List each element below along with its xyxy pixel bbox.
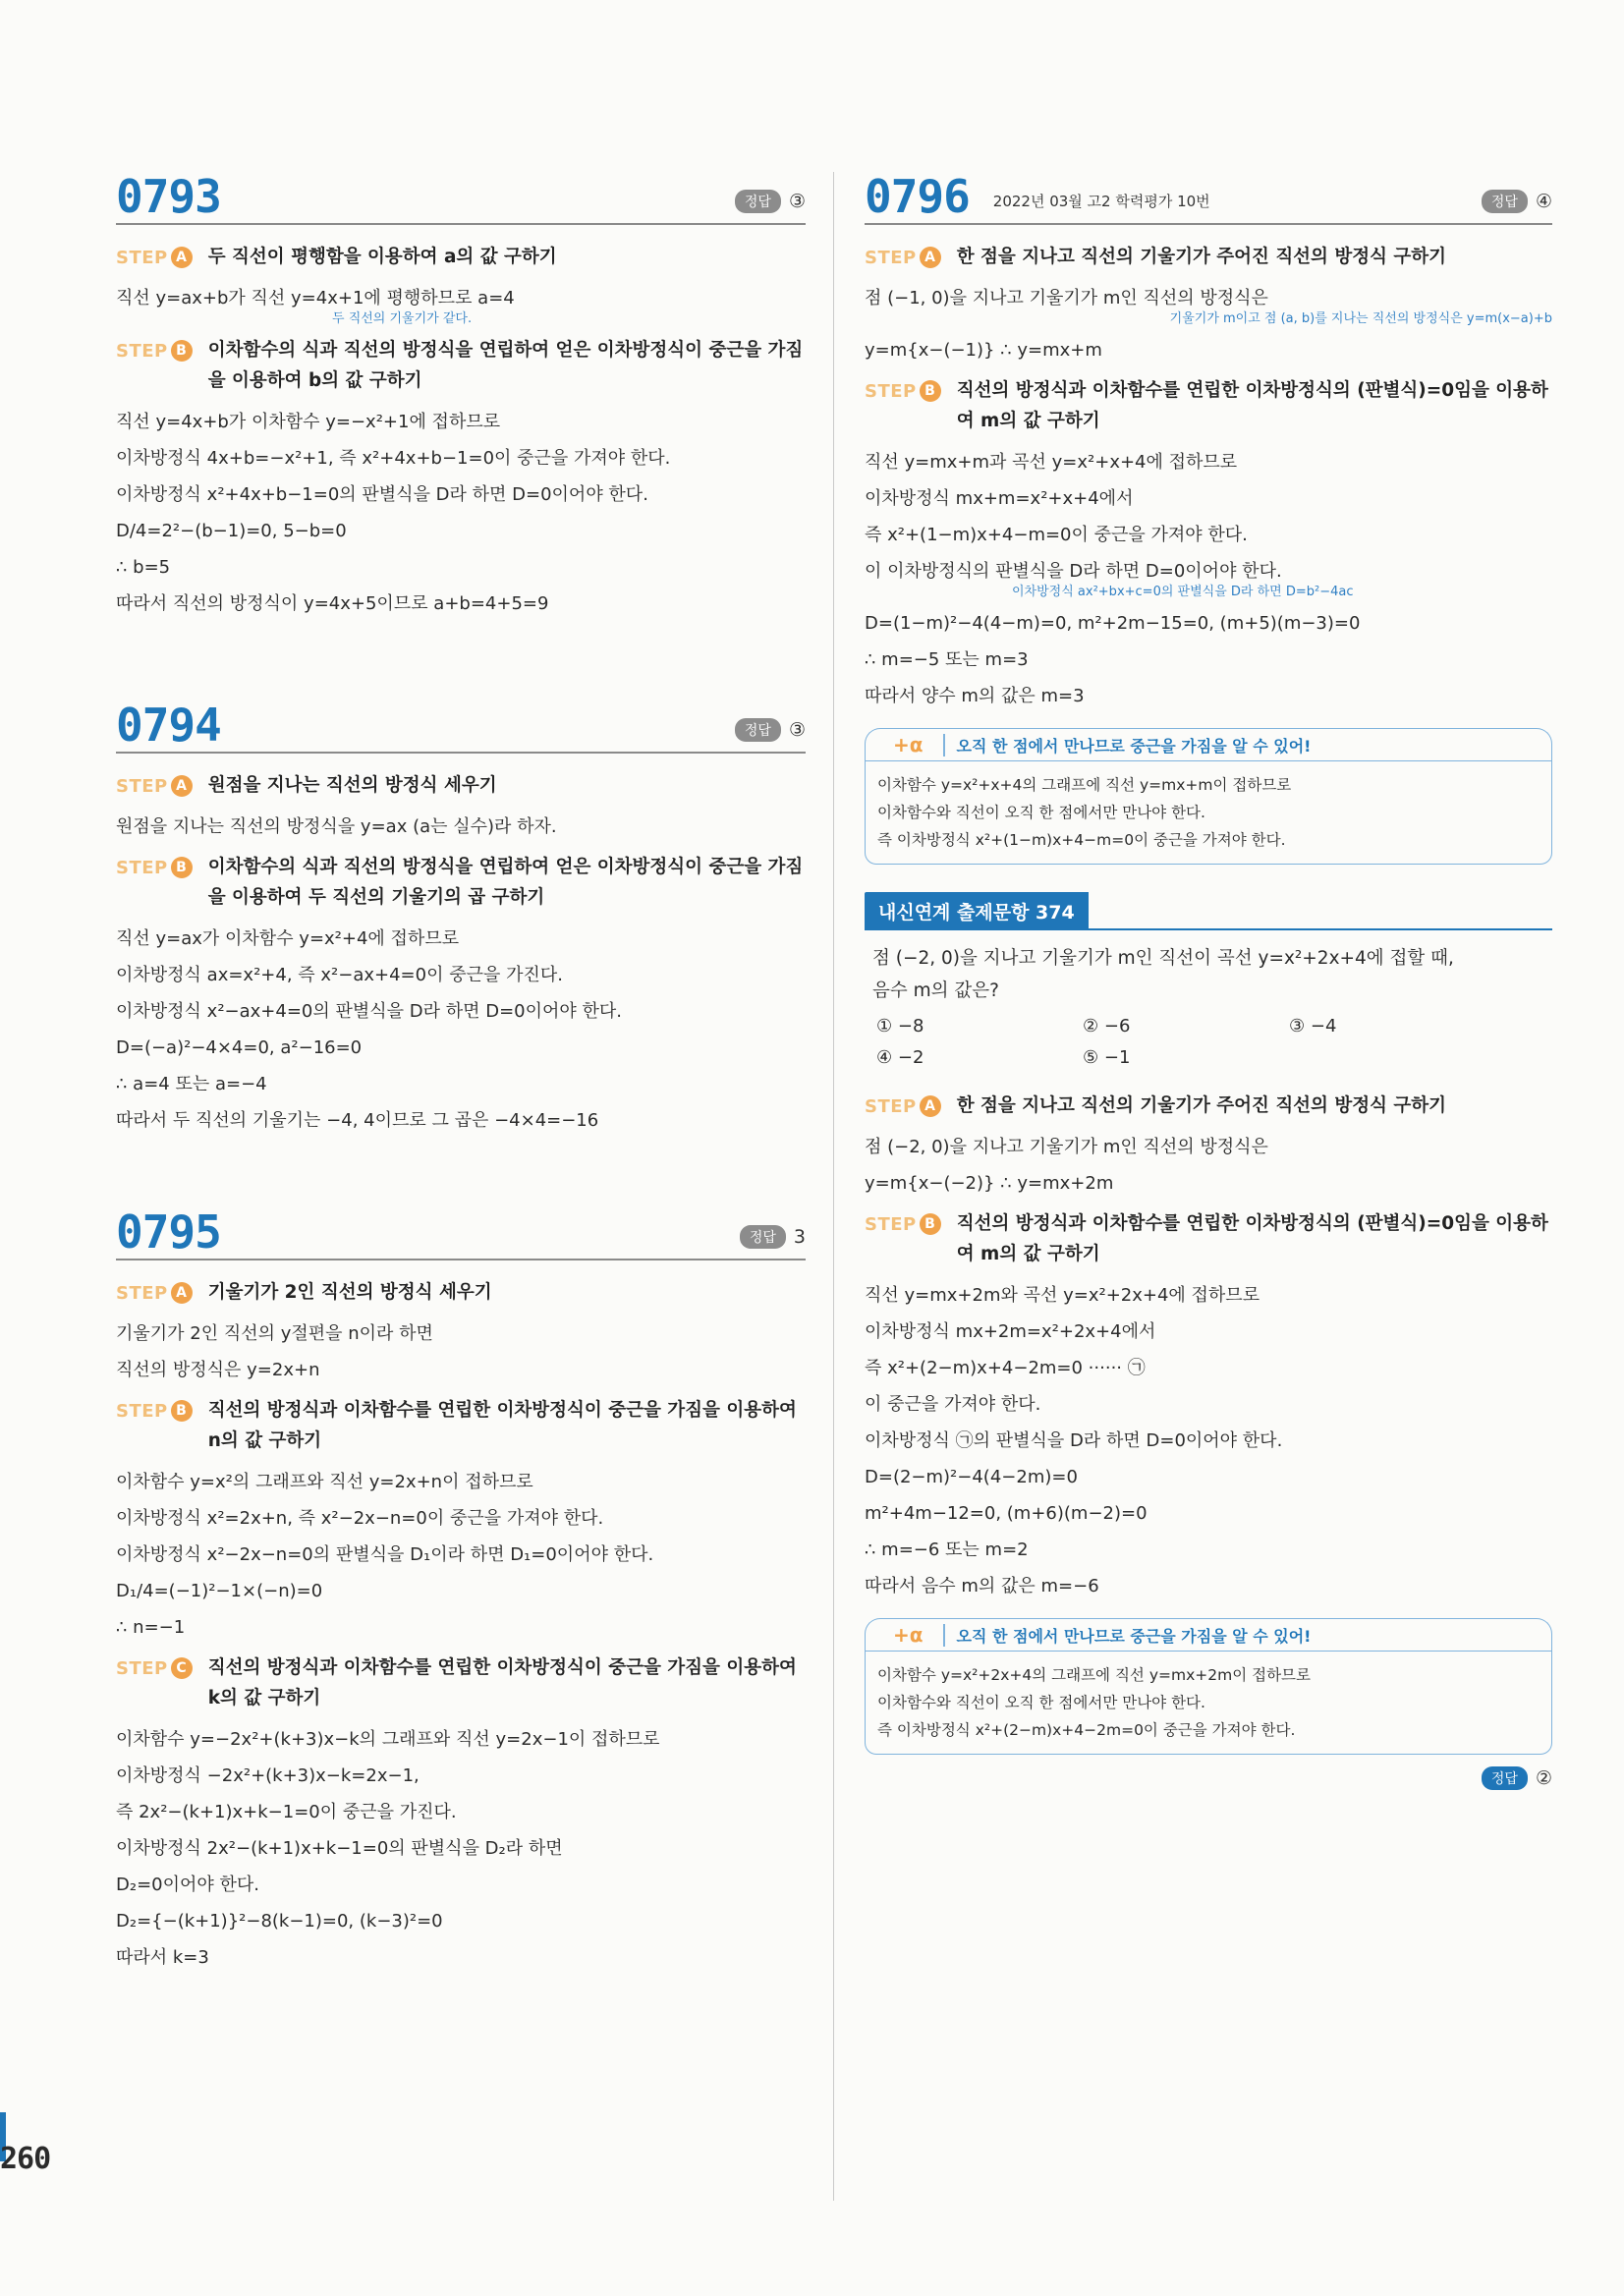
solution-line: 따라서 음수 m의 값은 m=−6 — [865, 1576, 1099, 1596]
answer-label: 정답 — [1482, 1766, 1528, 1790]
solution-line: 이차방정식 x²+4x+b−1=0의 판별식을 D라 하면 D=0이어야 한다. — [116, 484, 648, 505]
tip-line: 즉 이차방정식 x²+(1−m)x+4−m=0이 중근을 가져야 한다. — [877, 831, 1286, 849]
answer-label: 정답 — [1482, 190, 1528, 213]
problem-header — [116, 691, 806, 754]
step-letter: B — [920, 380, 941, 402]
answer-value: ③ — [788, 191, 806, 212]
problem-0794 — [116, 691, 806, 1139]
tip-header — [865, 728, 1552, 760]
step-tag: STEP B — [116, 1400, 193, 1422]
answer-badge — [735, 190, 806, 213]
left-column — [116, 162, 806, 1976]
step-letter: B — [171, 340, 193, 362]
problem-header — [865, 162, 1552, 225]
answer-badge — [1482, 190, 1552, 213]
problem-number: 0795 — [116, 1205, 221, 1259]
solution-line: 따라서 두 직선의 기울기는 −4, 4이므로 그 곱은 −4×4=−16 — [116, 1110, 599, 1131]
step-tag: STEP B — [865, 1213, 941, 1235]
solution-line: 따라서 직선의 방정식이 y=4x+5이므로 a+b=4+5=9 — [116, 593, 549, 614]
solution-line: 이차함수 y=−2x²+(k+3)x−k의 그래프와 직선 y=2x−1이 접하므로 — [116, 1729, 660, 1750]
solution-line: ∴ a=4 또는 a=−4 — [116, 1074, 267, 1094]
step-b — [865, 1213, 1552, 1269]
solution-line: 이차방정식 ax=x²+4, 즉 x²−ax+4=0이 중근을 가진다. — [116, 965, 563, 985]
plus-alpha-icon: +α — [893, 1623, 924, 1647]
step-title: 한 점을 지나고 직선의 기울기가 주어진 직선의 방정식 구하기 — [956, 1095, 1447, 1116]
solution-line: D₂=0이어야 한다. — [116, 1875, 259, 1895]
step-title: 직선의 방정식과 이차함수를 연립한 이차방정식이 중근을 가짐을 이용하여 n의 값 구하기 — [207, 1400, 797, 1451]
tip-box — [865, 728, 1552, 865]
solution-line: y=m{x−(−1)} ∴ y=mx+m — [865, 340, 1102, 361]
step-letter: B — [171, 1400, 193, 1422]
solution-line: 직선 y=ax+b가 직선 y=4x+1에 평행하므로 a=4 — [116, 288, 515, 308]
problem-number: 0796 — [865, 170, 970, 223]
solution-line: 즉 x²+(1−m)x+4−m=0이 중근을 가져야 한다. — [865, 525, 1248, 545]
tip-body — [865, 760, 1552, 865]
step-tag: STEP A — [116, 247, 193, 268]
solution-line: ∴ b=5 — [116, 557, 171, 578]
choice-4: ④ −2 — [876, 1047, 924, 1068]
tip-line: 이차함수 y=x²+x+4의 그래프에 직선 y=mx+m이 접하므로 — [877, 776, 1292, 794]
step-letter: A — [171, 247, 193, 268]
step-c — [116, 1657, 806, 1713]
step-title: 원점을 지나는 직선의 방정식 세우기 — [207, 775, 497, 796]
annotation-note: 기울기가 m이고 점 (a, b)를 지나는 직선의 방정식은 y=m(x−a)+b — [1169, 311, 1552, 326]
linked-answer — [865, 1766, 1552, 1796]
solution-line: 이차방정식 mx+m=x²+x+4에서 — [865, 488, 1134, 509]
solution-line: 기울기가 2인 직선의 y절편을 n이라 하면 — [116, 1323, 433, 1344]
problem-0796 — [865, 162, 1552, 1796]
solution-line: 이차방정식 2x²−(k+1)x+k−1=0의 판별식을 D₂라 하면 — [116, 1838, 563, 1859]
step-letter: B — [171, 857, 193, 878]
step-title: 두 직선이 평행함을 이용하여 a의 값 구하기 — [207, 247, 557, 267]
tip-header — [865, 1618, 1552, 1651]
tip-line: 이차함수와 직선이 오직 한 점에서만 만나야 한다. — [877, 1694, 1205, 1711]
step-a — [865, 1095, 1552, 1121]
column-divider — [833, 172, 834, 2201]
step-title: 이차함수의 식과 직선의 방정식을 연립하여 얻은 이차방정식이 중근을 가짐을 이용하여 b의 값 구하기 — [207, 340, 804, 391]
solution-line: 이차방정식 mx+2m=x²+2x+4에서 — [865, 1321, 1156, 1342]
step-b — [116, 857, 806, 913]
solution-line: 점 (−1, 0)을 지나고 기울기가 m인 직선의 방정식은 — [865, 288, 1268, 308]
problem-header — [116, 162, 806, 225]
step-tag: STEP A — [865, 247, 941, 268]
problem-source: 2022년 03월 고2 학력평가 10번 — [992, 193, 1210, 210]
choice-1: ① −8 — [876, 1016, 924, 1036]
step-letter: B — [920, 1213, 941, 1235]
step-b — [865, 380, 1552, 436]
step-title: 한 점을 지나고 직선의 기울기가 주어진 직선의 방정식 구하기 — [956, 247, 1447, 267]
right-column — [865, 162, 1552, 1796]
step-tag: STEP B — [116, 340, 193, 362]
problem-number: 0794 — [116, 699, 221, 752]
solution-line: D=(1−m)²−4(4−m)=0, m²+2m−15=0, (m+5)(m−3)=0 — [865, 613, 1361, 634]
step-letter: A — [171, 1282, 193, 1304]
solution-line: 원점을 지나는 직선의 방정식을 y=ax (a는 실수)라 하자. — [116, 816, 557, 837]
question-line: 점 (−2, 0)을 지나고 기울기가 m인 직선이 곡선 y=x²+2x+4에 접할 때, — [872, 948, 1454, 969]
step-title: 직선의 방정식과 이차함수를 연립한 이차방정식의 (판별식)=0임을 이용하여 m의 값 구하기 — [956, 1213, 1548, 1264]
step-title: 직선의 방정식과 이차함수를 연립한 이차방정식의 (판별식)=0임을 이용하여 m의 값 구하기 — [956, 380, 1548, 431]
annotation-note: 두 직선의 기울기가 같다. — [332, 311, 473, 326]
solution-line: D₁/4=(−1)²−1×(−n)=0 — [116, 1581, 323, 1601]
step-letter: A — [920, 247, 941, 268]
tip-title: 오직 한 점에서 만나므로 중근을 가짐을 알 수 있어! — [943, 1624, 1312, 1647]
step-a — [865, 247, 1552, 272]
problem-number: 0793 — [116, 170, 221, 223]
choice-2: ② −6 — [1083, 1016, 1131, 1036]
solution-line: D=(−a)²−4×4=0, a²−16=0 — [116, 1037, 363, 1058]
solution-line: 이차방정식 x²−2x−n=0의 판별식을 D₁이라 하면 D₁=0이어야 한다. — [116, 1544, 654, 1565]
solution-line: 즉 x²+(2−m)x+4−2m=0 ······ ㉠ — [865, 1358, 1146, 1378]
plus-alpha-icon: +α — [893, 733, 924, 756]
solution-line: 따라서 k=3 — [116, 1947, 209, 1968]
solution-line: 즉 2x²−(k+1)x+k−1=0이 중근을 가진다. — [116, 1802, 457, 1822]
solution-line: ∴ m=−6 또는 m=2 — [865, 1540, 1029, 1560]
solution-line: 점 (−2, 0)을 지나고 기울기가 m인 직선의 방정식은 — [865, 1137, 1268, 1157]
step-title: 이차함수의 식과 직선의 방정식을 연립하여 얻은 이차방정식이 중근을 가짐을 이용하여 두 직선의 기울기의 곱 구하기 — [207, 857, 804, 908]
step-tag: STEP A — [116, 1282, 193, 1304]
step-letter: A — [171, 775, 193, 797]
step-a — [116, 775, 806, 801]
choice-5: ⑤ −1 — [1083, 1047, 1131, 1068]
question-line: 음수 m의 값은? — [872, 980, 999, 1001]
solution-line: y=m{x−(−2)} ∴ y=mx+2m — [865, 1173, 1114, 1194]
solution-line: 직선 y=mx+2m와 곡선 y=x²+2x+4에 접하므로 — [865, 1285, 1260, 1306]
annotation-note: 이차방정식 ax²+bx+c=0의 판별식을 D라 하면 D=b²−4ac — [1012, 585, 1354, 599]
step-a — [116, 1282, 806, 1308]
choice-3: ③ −4 — [1289, 1016, 1337, 1036]
answer-badge — [735, 718, 806, 742]
solution-line: 직선 y=4x+b가 이차함수 y=−x²+1에 접하므로 — [116, 412, 501, 432]
solution-line: D/4=2²−(b−1)=0, 5−b=0 — [116, 521, 347, 541]
step-tag: STEP C — [116, 1657, 193, 1679]
step-b — [116, 1400, 806, 1456]
linked-problem — [865, 892, 1552, 1796]
solution-line: D=(2−m)²−4(4−2m)=0 — [865, 1467, 1078, 1487]
step-tag: STEP B — [865, 380, 941, 402]
solution-line: 직선 y=ax가 이차함수 y=x²+4에 접하므로 — [116, 928, 460, 949]
tip-box — [865, 1618, 1552, 1755]
solution-line: m²+4m−12=0, (m+6)(m−2)=0 — [865, 1503, 1148, 1524]
step-tag: STEP A — [116, 775, 193, 797]
solution-line: 이차방정식 −2x²+(k+3)x−k=2x−1, — [116, 1765, 420, 1786]
solution-line: 이차방정식 ㉠의 판별식을 D라 하면 D=0이어야 한다. — [865, 1430, 1283, 1451]
problem-0795 — [116, 1198, 806, 1976]
page-number: 260 — [0, 2142, 51, 2176]
answer-value: 3 — [793, 1226, 806, 1248]
solution-line: 이차방정식 x²−ax+4=0의 판별식을 D라 하면 D=0이어야 한다. — [116, 1001, 622, 1022]
answer-badge — [740, 1225, 806, 1249]
solution-line: 이 중근을 가져야 한다. — [865, 1394, 1041, 1415]
tip-line: 이차함수 y=x²+2x+4의 그래프에 직선 y=mx+2m이 접하므로 — [877, 1666, 1312, 1684]
answer-label: 정답 — [735, 190, 781, 213]
problem-header — [116, 1198, 806, 1260]
solution-line: 이차함수 y=x²의 그래프와 직선 y=2x+n이 접하므로 — [116, 1472, 533, 1492]
solution-line: 이차방정식 4x+b=−x²+1, 즉 x²+4x+b−1=0이 중근을 가져야 한다. — [116, 448, 671, 469]
answer-label: 정답 — [735, 718, 781, 742]
answer-choices — [865, 1011, 1552, 1074]
answer-badge — [1482, 1766, 1552, 1790]
tip-line: 이차함수와 직선이 오직 한 점에서만 만나야 한다. — [877, 804, 1205, 821]
question — [865, 930, 1552, 1011]
answer-value: ③ — [788, 719, 806, 741]
step-b — [116, 340, 806, 396]
answer-value: ④ — [1535, 191, 1552, 212]
step-tag: STEP B — [116, 857, 193, 878]
step-tag: STEP A — [865, 1095, 941, 1117]
tip-body — [865, 1651, 1552, 1755]
step-title: 직선의 방정식과 이차함수를 연립한 이차방정식이 중근을 가짐을 이용하여 k의 값 구하기 — [207, 1657, 797, 1708]
solution-line: 이차방정식 x²=2x+n, 즉 x²−2x−n=0이 중근을 가져야 한다. — [116, 1508, 604, 1529]
problem-0793 — [116, 162, 806, 622]
tip-title: 오직 한 점에서 만나므로 중근을 가짐을 알 수 있어! — [943, 734, 1312, 756]
linked-problem-tag: 내신연계 출제문항 374 — [865, 892, 1089, 930]
solution-line: 직선 y=mx+m과 곡선 y=x²+x+4에 접하므로 — [865, 452, 1238, 473]
solution-line: 직선의 방정식은 y=2x+n — [116, 1360, 320, 1380]
answer-value: ② — [1535, 1767, 1552, 1789]
step-letter: C — [171, 1657, 193, 1679]
solution-line: ∴ n=−1 — [116, 1617, 186, 1638]
step-title: 기울기가 2인 직선의 방정식 세우기 — [207, 1282, 492, 1303]
solution-line: 이 이차방정식의 판별식을 D라 하면 D=0이어야 한다. — [865, 561, 1282, 582]
step-a — [116, 247, 806, 272]
answer-label: 정답 — [740, 1225, 786, 1249]
solution-line: D₂={−(k+1)}²−8(k−1)=0, (k−3)²=0 — [116, 1911, 443, 1932]
step-letter: A — [920, 1095, 941, 1117]
solution-line: 따라서 양수 m의 값은 m=3 — [865, 686, 1085, 706]
solution-line: ∴ m=−5 또는 m=3 — [865, 649, 1029, 670]
tip-line: 즉 이차방정식 x²+(2−m)x+4−2m=0이 중근을 가져야 한다. — [877, 1721, 1296, 1739]
